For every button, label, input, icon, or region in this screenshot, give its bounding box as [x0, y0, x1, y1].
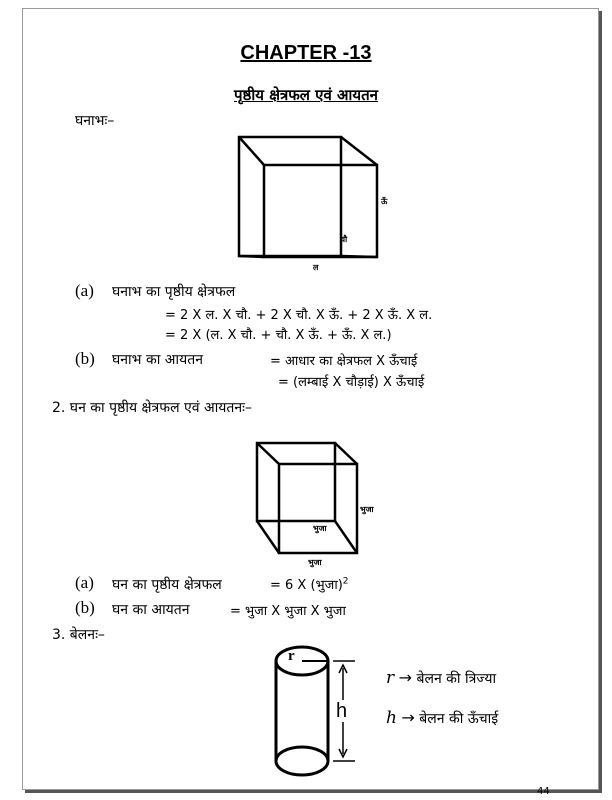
cylinder-radius-label: r — [288, 648, 295, 664]
cube-surface-formula-exponent: 2 — [342, 576, 349, 587]
cylinder-bottom-ellipse — [276, 747, 328, 775]
cylinder-height-label: h — [336, 700, 348, 722]
cuboid-surface-formula-2: = 2 X (ल. X चौ. + चौ. X ऊँ. + ऊँ. X ल.) — [165, 328, 392, 343]
arrow-right-icon: → — [401, 708, 415, 727]
cube-item-a-label: (a) — [75, 573, 94, 592]
cube-surface-formula-base: = 6 X (भुजा) — [270, 578, 343, 593]
cube-volume-text: घन का आयतन — [112, 602, 190, 618]
cylinder-heading: 3. बेलनः– — [52, 627, 105, 643]
cube-side-inner-label: भुजा — [313, 524, 327, 533]
cuboid-length-label: ल — [313, 263, 319, 272]
legend-radius-symbol: r — [386, 668, 395, 688]
cuboid-width-label: चौ — [340, 235, 348, 244]
legend-radius — [386, 668, 496, 688]
legend-height-text: बेलन की ऊँचाई — [419, 711, 499, 727]
cube-heading: 2. घन का पृष्ठीय क्षेत्रफल एवं आयतनः– — [52, 400, 253, 416]
cuboid-surface-area-text: घनाभ का पृष्ठीय क्षेत्रफल — [112, 284, 236, 300]
legend-height-symbol: h — [386, 708, 397, 728]
legend-height — [386, 708, 498, 728]
chapter-title: CHAPTER -13 — [240, 42, 372, 64]
cuboid-heading: घनाभः– — [75, 113, 115, 129]
chapter-subtitle: पृष्ठीय क्षेत्रफल एवं आयतन — [234, 86, 378, 104]
cube-side-right-label: भुजा — [360, 505, 374, 514]
cube-volume-formula: = भुजा X भुजा X भुजा — [230, 604, 346, 619]
page-number: 44 — [537, 786, 550, 797]
cube-surface-area-text: घन का पृष्ठीय क्षेत्रफल — [112, 577, 222, 593]
legend-radius-text: बेलन की त्रिज्या — [416, 671, 497, 687]
cuboid-surface-formula-1: = 2 X ल. X चौ. + 2 X चौ. X ऊँ. + 2 X ऊँ. X ल. — [165, 308, 433, 323]
cube-item-b-label: (b) — [75, 598, 95, 617]
cuboid-volume-text: घनाभ का आयतन — [112, 352, 203, 368]
cuboid-volume-formula-2: = (लम्बाई X चौड़ाई) X ऊँचाई — [278, 375, 425, 390]
cuboid-height-label: ऊँ — [381, 197, 388, 206]
cuboid-volume-formula-1: = आधार का क्षेत्रफल X ऊँचाई — [270, 354, 418, 369]
cuboid-item-b-label: (b) — [75, 349, 95, 368]
arrow-right-icon: → — [398, 668, 412, 687]
cube-side-bottom-label: भुजा — [308, 558, 322, 567]
cuboid-item-a-label: (a) — [75, 281, 94, 300]
